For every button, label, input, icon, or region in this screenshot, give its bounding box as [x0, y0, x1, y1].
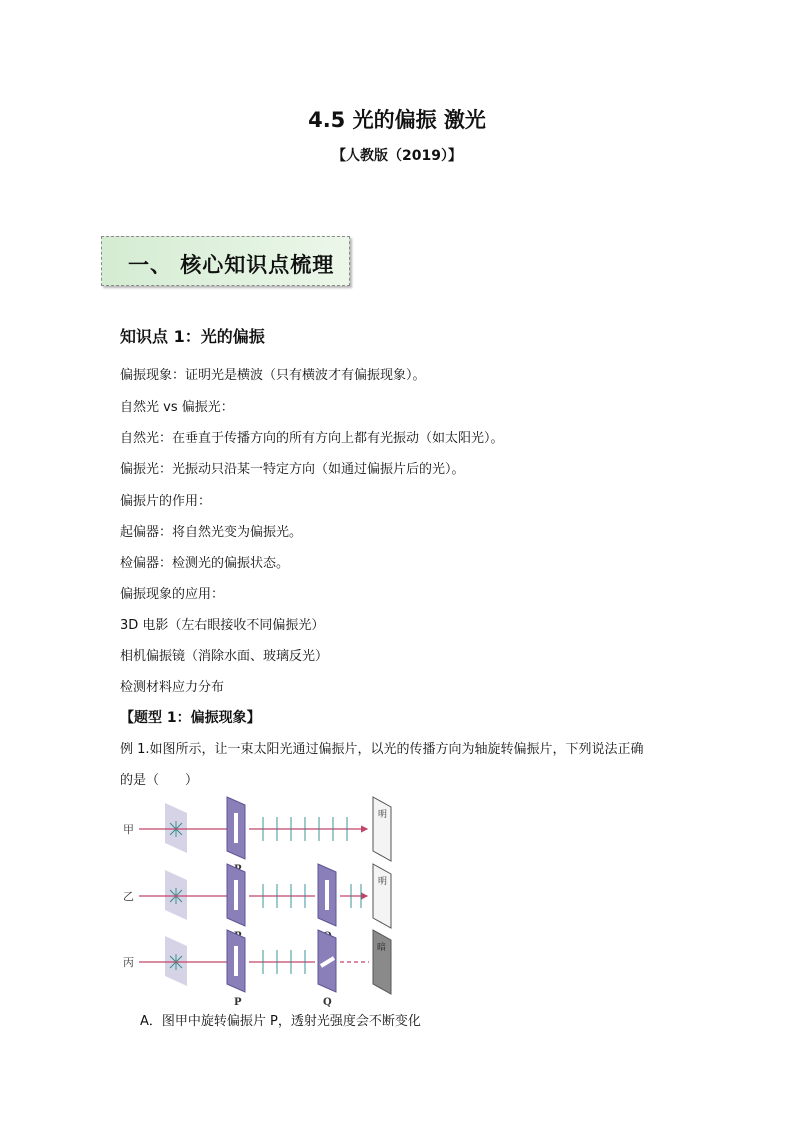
kp-line-polarizer-device: 起偏器：将自然光变为偏振光。 — [120, 525, 303, 540]
option-a: A．图甲中旋转偏振片 P，透射光强度会不断变化 — [140, 1014, 421, 1029]
kp-line-natural-vs-polarized: 自然光 vs 偏振光： — [120, 400, 234, 415]
polarizer-q-slit — [325, 880, 329, 910]
section-banner — [101, 236, 350, 286]
polarizer-p-slit — [234, 946, 238, 976]
example-question-line-2: 的是（ ） — [120, 773, 199, 788]
example-question-line-1: 例 1.如图所示，让一束太阳光通过偏振片，以光的传播方向为轴旋转偏振片，下列说法正确 — [120, 742, 644, 757]
screen-label-jia: 明 — [378, 810, 388, 820]
row-label-yi: 乙 — [123, 890, 134, 903]
row-yi — [123, 864, 391, 942]
kp-line-applications: 偏振现象的应用： — [120, 587, 225, 602]
document-title: 4.5 光的偏振 激光 — [308, 108, 486, 132]
section-title: 一、 核心知识点梳理 — [128, 252, 335, 277]
screen-dark — [373, 930, 391, 994]
question-type-heading: 【题型 1：偏振现象】 — [120, 710, 261, 726]
polarization-figure — [115, 795, 415, 1008]
polarizer-p-slit — [234, 813, 238, 843]
polarizer-q-label: Q — [323, 997, 332, 1008]
kp-line-3d-movie: 3D 电影（左右眼接收不同偏振光） — [120, 618, 325, 633]
kp-line-camera-filter: 相机偏振镜（消除水面、玻璃反光） — [120, 649, 329, 664]
edition-subtitle: 【人教版（2019）】 — [332, 148, 462, 164]
kp-line-analyzer: 检偏器：检测光的偏振状态。 — [120, 556, 290, 571]
screen-bright — [373, 797, 391, 861]
kp-line-polarization-phenomenon: 偏振现象：证明光是横波（只有横波才有偏振现象）。 — [120, 368, 426, 383]
screen-label-bing: 暗 — [377, 943, 387, 953]
kp-line-polarizer-function: 偏振片的作用： — [120, 494, 212, 509]
kp-line-stress-detection: 检测材料应力分布 — [120, 680, 225, 695]
kp-line-polarized-light: 偏振光：光振动只沿某一特定方向（如通过偏振片后的光）。 — [120, 462, 465, 477]
screen-bright — [373, 864, 391, 928]
polarizer-p-label: P — [234, 997, 242, 1008]
screen-label-yi: 明 — [378, 877, 388, 887]
polarizer-p-slit — [234, 880, 238, 910]
kp-line-natural-light: 自然光：在垂直于传播方向的所有方向上都有光振动（如太阳光）。 — [120, 431, 504, 446]
row-bing — [123, 930, 391, 1008]
row-label-jia: 甲 — [123, 823, 134, 836]
knowledge-point-heading: 知识点 1：光的偏振 — [120, 327, 265, 346]
row-jia — [123, 797, 391, 875]
row-label-bing: 丙 — [123, 956, 134, 969]
